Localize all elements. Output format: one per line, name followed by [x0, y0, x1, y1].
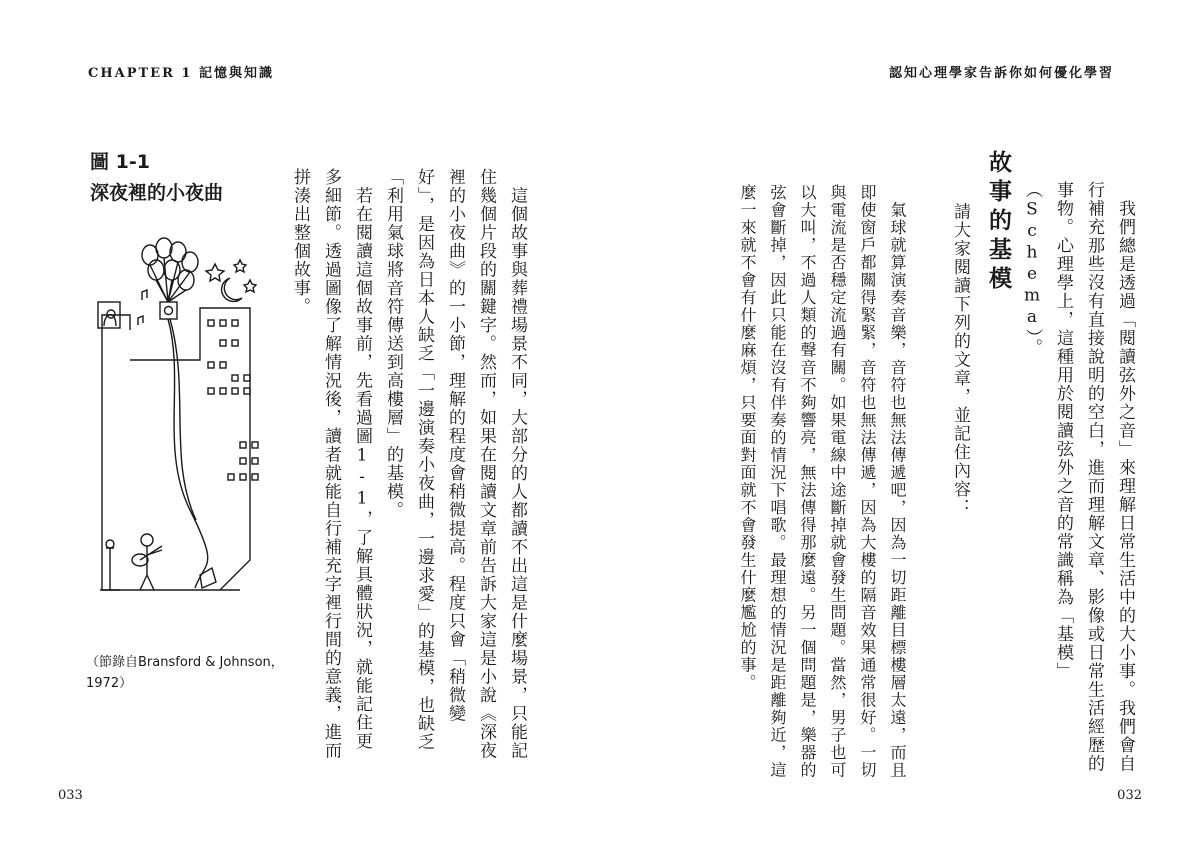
figure-source: （節錄自Bransford & Johnson，1972） — [86, 655, 284, 691]
section-heading: 故事的基模 — [985, 150, 1012, 295]
figure-label: 圖 1-1 — [90, 151, 150, 173]
quoted-passage: 氣球就算演奏音樂，音符也無法傳遞吧，因為一切距離目標樓層太遠，而且即使窗戶都關得緊緊，音符也無法傳遞，因為大樓的隔音效果通常很好。一切與電流是否穩定流過有關。如果電線中途斷掉就會發生問題。當然，男子也可以大叫，不過人類的聲音不夠響亮，無法傳得那麼遠。另一個問題是，樂器的弦會斷掉，因此只能在沒有伴奏的情況下唱歌。最理想的情況是距離夠近，這麼一來就不會有什麼麻煩，只要面對面就不會發生什麼尷尬的事。 — [738, 184, 907, 779]
page-number-left: 033 — [58, 788, 83, 803]
intro-paragraph: 我們總是透過「閱讀弦外之音」來理解日常生活中的大小事。我們會自行補充那些沒有直接說明的空白，進而理解文章、影像或日常生活經歷的事物。心理學上，這種用於閱讀弦外之音的常識稱為「基模」（Schema）。 — [1022, 181, 1135, 773]
page-number-right: 032 — [1117, 788, 1142, 803]
instruction-text: 請大家閱讀下列的文章，並記住內容： — [950, 184, 970, 517]
figure-title: 深夜裡的小夜曲 — [90, 182, 224, 204]
building-drawing — [98, 302, 258, 590]
balloons-drawing — [142, 238, 198, 302]
guitarist-drawing — [100, 534, 240, 590]
running-header-right: 認知心理學家告訴你如何優化學習 — [888, 66, 1114, 81]
serenade-illustration — [90, 230, 270, 610]
moon-stars-drawing — [206, 260, 256, 301]
music-notes-drawing — [138, 290, 147, 325]
running-header-left: CHAPTER 1 記憶與知識 — [88, 66, 274, 81]
speaker-drawing — [160, 302, 177, 319]
left-page-body-text: 這個故事與葬禮場景不同，大部分的人都讀不出這是什麼場景，只能記住幾個片段的關鍵字。然而，如果在閱讀文章前告訴大家這是小說《深夜裡的小夜曲》的一小節，理解的程度會稍微提高。程度只會「稍微變好」，是因為日本人缺乏「一邊演奏小夜曲，一邊求愛」的基模，也缺乏「利用氣球將音符傳送到高樓層」的基模。 若在閱讀這個故事前，先看過圖1-1，了解具體狀況，就能記住更多細節。透過圖像了解情況後，讀者就能自行補充字裡行間的意義，進而拼湊出整個故事。 — [290, 168, 527, 760]
